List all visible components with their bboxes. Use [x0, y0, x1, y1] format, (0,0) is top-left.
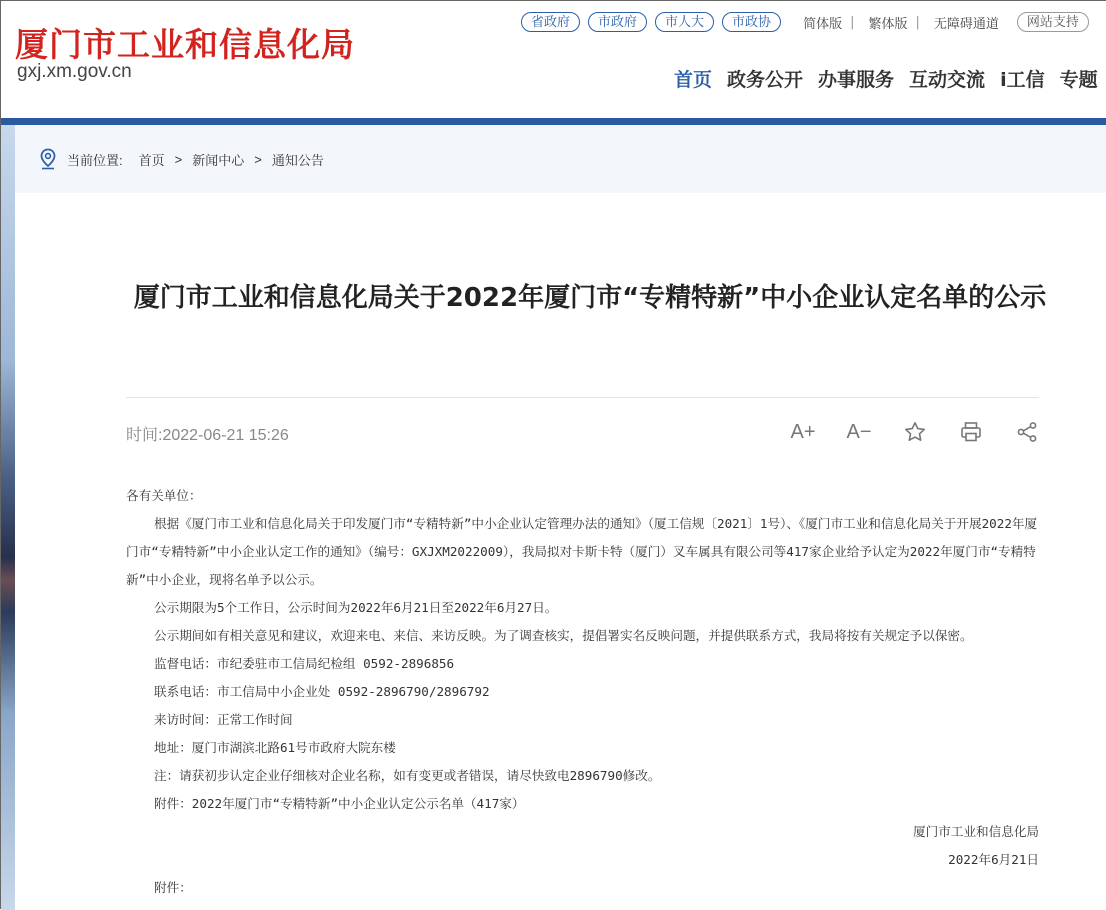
site-logo-title[interactable]: 厦门市工业和信息化局 [15, 25, 355, 64]
nav-services[interactable]: 办事服务 [818, 69, 895, 91]
breadcrumb-separator: > [174, 151, 183, 167]
contact-line: 地址：厦门市湖滨北路61号市政府大院东楼 [154, 740, 396, 755]
font-increase-icon[interactable]: A+ [790, 420, 816, 443]
paragraph: 公示期间如有相关意见和建议，欢迎来电、来信、来访反映。为了调查核实，提倡署实名反映问题，并提供联系方式，我局将按有关规定予以保密。 [154, 628, 973, 643]
contact-line: 注：请获初步认定企业仔细核对企业名称，如有变更或者错误，请尽快致电2896790修改。 [154, 768, 661, 783]
link-site-support[interactable]: 网站支持 [1017, 12, 1089, 32]
content-area [15, 125, 1106, 910]
paragraph: 根据《厦门市工业和信息化局关于印发厦门市“专精特新”中小企业认定管理办法的通知》（厦工信规〔2021〕1号）、《厦门市工业和信息化局关于开展2022年厦门市“专精特新”中小企业认定工作的通知》（编号：GXJXM2022009），我局拟对卡斯卡特（厦门）叉车属具有限公司等417家企业给予认定为2022年厦门市“专精特新”中小企业，现将名单予以公示。 [126, 516, 1038, 587]
breadcrumb [15, 125, 1106, 193]
breadcrumb-notices[interactable]: 通知公告 [271, 152, 324, 168]
contact-line: 来访时间：正常工作时间 [154, 712, 293, 727]
link-separator: | [850, 14, 855, 30]
nav-interaction[interactable]: 互动交流 [909, 69, 986, 91]
link-simplified[interactable]: 简体版 [803, 15, 843, 31]
top-links [521, 12, 1089, 32]
nav-home[interactable]: 首页 [674, 69, 713, 91]
nav-gov-affairs[interactable]: 政务公开 [727, 69, 804, 91]
attachment-label: 附件： [154, 880, 192, 895]
background-city-image [1, 125, 15, 910]
link-province-gov[interactable]: 省政府 [521, 12, 580, 32]
signature: 厦门市工业和信息化局 [913, 824, 1039, 839]
breadcrumb-home[interactable]: 首页 [138, 152, 165, 168]
link-separator: | [915, 14, 920, 30]
signature-date: 2022年6月21日 [948, 852, 1039, 867]
title-divider [126, 397, 1039, 398]
paragraph: 公示期限为5个工作日，公示时间为2022年6月21日至2022年6月27日。 [154, 600, 558, 615]
breadcrumb-separator: > [254, 151, 262, 167]
breadcrumb-label: 当前位置: [67, 152, 123, 168]
print-icon[interactable] [959, 420, 983, 444]
salutation: 各有关单位： [126, 488, 202, 503]
link-accessibility[interactable]: 无障碍通道 [933, 15, 999, 31]
main-nav [674, 65, 1106, 92]
share-icon[interactable] [1015, 420, 1039, 444]
article-title: 厦门市工业和信息化局关于2022年厦门市“专精特新”中小企业认定名单的公示 [133, 283, 1047, 313]
breadcrumb-news[interactable]: 新闻中心 [192, 152, 245, 168]
contact-line: 监督电话：市纪委驻市工信局纪检组 0592-2896856 [154, 656, 455, 671]
contact-line: 联系电话：市工信局中小企业处 0592-2896790/2896792 [154, 684, 490, 699]
article-body [126, 482, 1039, 902]
nav-i-gongxin[interactable]: i工信 [1000, 69, 1045, 91]
star-icon[interactable] [903, 420, 927, 444]
article-time: 时间:2022-06-21 15:26 [126, 427, 289, 444]
nav-topics[interactable]: 专题 [1059, 69, 1098, 91]
site-header [1, 1, 1106, 118]
header-divider-bar [1, 118, 1106, 125]
link-city-gov[interactable]: 市政府 [588, 12, 647, 32]
location-pin-icon [39, 148, 57, 170]
site-domain: gxj.xm.gov.cn [17, 61, 132, 82]
font-decrease-icon[interactable]: A− [846, 420, 872, 443]
link-city-congress[interactable]: 市人大 [655, 12, 714, 32]
link-traditional[interactable]: 繁体版 [868, 15, 908, 31]
link-city-cppcc[interactable]: 市政协 [722, 12, 781, 32]
attachment-line[interactable]: 附件：2022年厦门市“专精特新”中小企业认定公示名单（417家） [154, 796, 525, 811]
article-tools [759, 420, 1039, 444]
